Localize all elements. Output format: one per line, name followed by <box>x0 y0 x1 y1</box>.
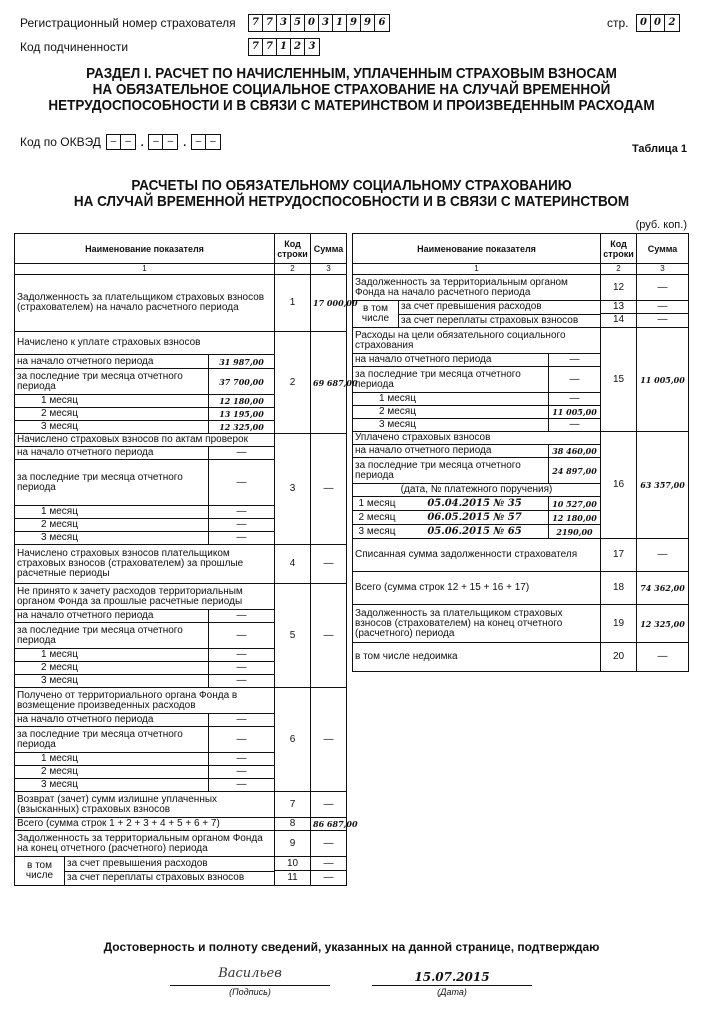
signature-label: (Подпись) <box>229 987 271 997</box>
row-16-value: 63 357,00 <box>637 432 689 539</box>
row-2-value: 69 687,00 <box>311 332 347 434</box>
row-1-label: Задолженность за плательщиком страховых взносов (страхователем) на начало расчетного периода <box>15 275 275 332</box>
row-18-value: 74 362,00 <box>637 572 689 605</box>
row-1-value: 17 000,00 <box>311 275 347 332</box>
reg-number-label: Регистрационный номер страхователя <box>20 16 236 30</box>
okved-cells: – – . – – . – – <box>106 133 221 151</box>
okved-label: Код по ОКВЭД <box>20 135 101 149</box>
subordination-cells: 7 7 1 2 3 <box>248 38 320 56</box>
row-8-value: 86 687,00 <box>311 818 347 831</box>
table-title: РАСЧЕТЫ ПО ОБЯЗАТЕЛЬНОМУ СОЦИАЛЬНОМУ СТРАХОВАНИЮ НА СЛУЧАЙ ВРЕМЕННОЙ НЕТРУДОСПОСОБНОСТИ И В СВЯЗИ С МАТЕРИНСТВОМ <box>73 177 630 210</box>
signature: Васильев <box>218 966 282 981</box>
date-label: (Дата) <box>437 987 467 997</box>
row-19-value: 12 325,00 <box>637 605 689 643</box>
row-15-value: 11 005,00 <box>637 328 689 432</box>
right-table: Наименование показателя Код строки Сумма 1 2 3 Задолженность за территориальным органом Фонда на начало расчетного периода 12 — в том числе за счет превышения расходов за счет переплаты страховых взносов 13 14 — — Расходы на цели обязательного социального страхования 15 11 005,00 на начало отчетного периода — за последние три месяца отчетного периода — 1 месяц — 2 месяц 11 005,00 3 месяц — Уплачено страховых взносов 16 63 357,00 на начало отчетного периода 38 460,00 за последние три месяца отчетного периода 24 897,00 (дата, № платежного поручения) 1 месяц 05.04.2015 № 35 10 527,00 2 месяц 06.05.2015 № 57 12 180,00 3 месяц 05.06.2015 № 65 2190,00 Списанная сумма задолженности страхователя 17 — Всего (сумма строк 12 + 15 + 16 + 17) 18 74 362,00 Задолженность за плательщиком страховых взносов (страхователем) на конец отчетного (расчетного) периода 19 12 325,00 в том числе недоимка 20 — <box>352 233 689 672</box>
units-label: (руб. коп.) <box>635 219 687 231</box>
page-label: стр. <box>607 16 629 30</box>
table-label: Таблица 1 <box>631 143 687 155</box>
confirmation-text: Достоверность и полноту сведений, указанных на данной странице, подтверждаю <box>103 940 600 954</box>
date-value: 15.07.2015 <box>414 970 490 984</box>
left-table: Наименование показателя Код строки Сумма 1 2 3 Задолженность за плательщиком страховых взносов (страхователем) на начало расчетного периода 1 17 000,00 Начислено к уплате страховых взносов 2 69 687,00 на начало отчетного периода 31 987,00 за последние три месяца отчетного периода 37 700,00 1 месяц 12 180,00 2 месяц 13 195,00 3 месяц 12 325,00 Начислено страховых взносов по актам проверок 3 — на начало отчетного периода — за последние три месяца отчетного периода — 1 месяц — 2 месяц — 3 месяц — Начислено страховых взносов плательщиком страховых взносов (страхователем) за прошлые расчетные периоды 4 — Не принято к зачету расходов территориальным органом Фонда за прошлые расчетные периоды 5 — на начало отчетного периода — за последние три месяца отчетного периода — 1 месяц — 2 месяц — 3 месяц — Получено от территориального органа Фонда в возмещение произведенных расходов 6 — на начало отчетного периода — за последние три месяца отчетного периода — 1 месяц — 2 месяц — 3 месяц — Возврат (зачет) сумм излишне уплаченных (взысканных) страховых взносов 7 — Всего (сумма строк 1 + 2 + 3 + 4 + 5 + 6 + 7) 8 86 687,00 Задолженность за территориальным органом Фонда на конец отчетного (расчетного) периода 9 — в том числе за счет превышения расходов за счет переплаты страховых взносов 10 11 — — <box>14 233 347 886</box>
section-title: РАЗДЕЛ I. РАСЧЕТ ПО НАЧИСЛЕННЫМ, УПЛАЧЕННЫМ СТРАХОВЫМ ВЗНОСАМ НА ОБЯЗАТЕЛЬНОЕ СОЦИАЛЬНОЕ СТРАХОВАНИЕ НА СЛУЧАЙ ВРЕМЕННОЙ НЕТРУДОСПОСОБНОСТИ И В СВЯЗИ С МАТЕРИНСТВОМ И ПРОИЗВЕДЕННЫМ РАСХОДАМ <box>48 65 655 114</box>
reg-number-cells: 7 7 3 5 0 3 1 9 9 6 <box>248 14 390 32</box>
subordination-label: Код подчиненности <box>20 40 129 54</box>
page-number-cells: 0 0 2 <box>636 14 680 32</box>
